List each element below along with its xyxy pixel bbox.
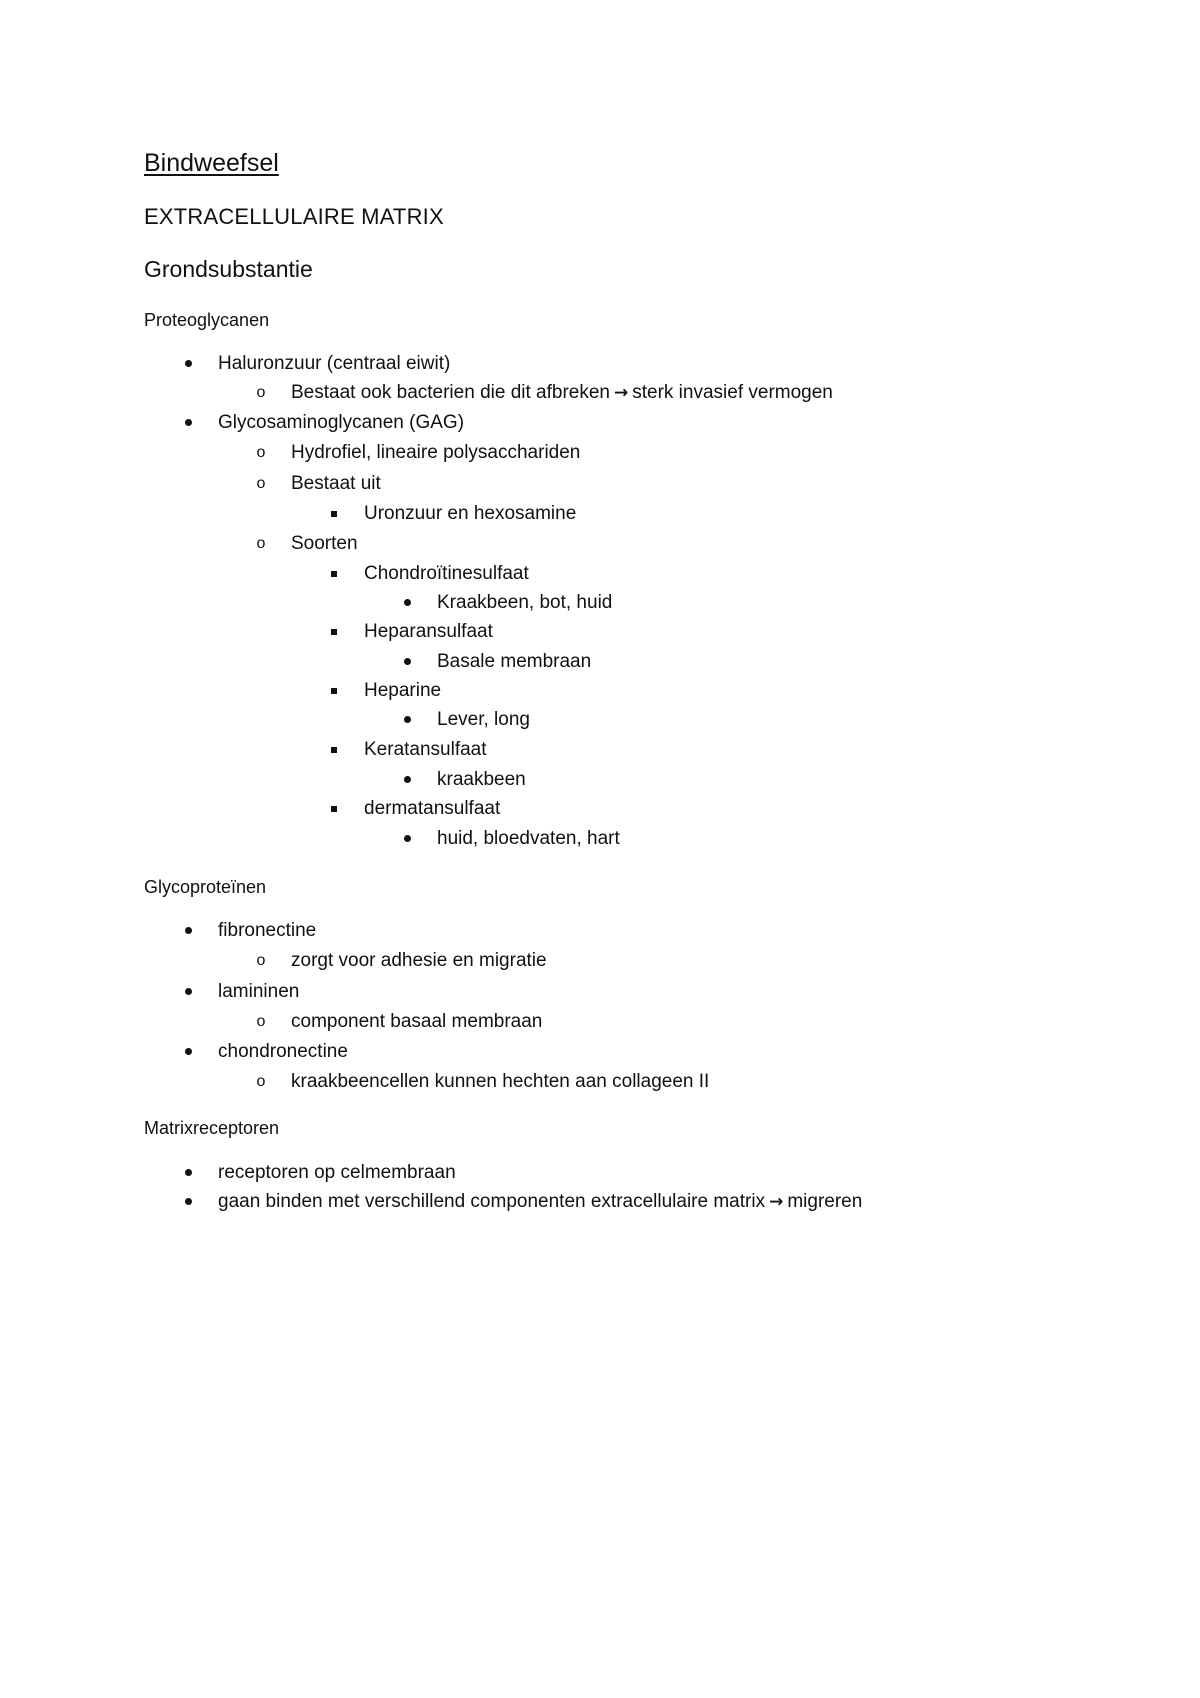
list-item: Lever, long (437, 709, 530, 730)
square-bullet-icon (326, 503, 342, 525)
list-item: Soorten (291, 533, 358, 554)
square-bullet-icon (326, 798, 342, 820)
heading-proteoglycanen: Proteoglycanen (144, 310, 270, 330)
bullet-icon (180, 1041, 196, 1063)
list-item: kraakbeencellen kunnen hechten aan collageen II (291, 1071, 710, 1092)
circle-bullet-icon: o (256, 952, 266, 969)
bullet-icon (399, 709, 415, 731)
list-item: Bestaat uit (291, 473, 381, 494)
bullet-icon (180, 1191, 196, 1213)
circle-bullet-icon: o (256, 1073, 266, 1090)
list-item: Hydrofiel, lineaire polysacchariden (291, 442, 581, 463)
bullet-icon (180, 1162, 196, 1184)
heading-grondsubstantie: Grondsubstantie (144, 256, 313, 282)
bullet-icon (399, 769, 415, 791)
list-item: fibronectine (218, 920, 317, 941)
square-bullet-icon (326, 621, 342, 643)
list-item: chondronectine (218, 1041, 348, 1062)
list-item: dermatansulfaat (364, 798, 501, 819)
list-item: zorgt voor adhesie en migratie (291, 950, 547, 971)
circle-bullet-icon: o (256, 1013, 266, 1030)
list-item: huid, bloedvaten, hart (437, 828, 620, 849)
circle-bullet-icon: o (256, 535, 266, 552)
bullet-icon (180, 981, 196, 1003)
bullet-icon (180, 920, 196, 942)
circle-bullet-icon: o (256, 475, 266, 492)
square-bullet-icon (326, 739, 342, 761)
square-bullet-icon (326, 680, 342, 702)
arrow-right-icon: → (613, 383, 629, 403)
heading-matrixreceptoren: Matrixreceptoren (144, 1118, 280, 1138)
bullet-icon (180, 412, 196, 434)
list-item: lamininen (218, 981, 300, 1002)
list-item: Basale membraan (437, 651, 592, 672)
heading-glycoproteinen: Glycoproteïnen (144, 877, 267, 897)
list-item: Heparine (364, 680, 442, 701)
list-item: Heparansulfaat (364, 621, 493, 642)
list-item: gaan binden met verschillend componenten extracellulaire matrix → migreren (218, 1191, 863, 1212)
list-item: Uronzuur en hexosamine (364, 503, 577, 524)
circle-bullet-icon: o (256, 384, 266, 401)
arrow-right-icon: → (769, 1192, 784, 1212)
list-item: kraakbeen (437, 769, 526, 790)
heading-extracellulaire-matrix: EXTRACELLULAIRE MATRIX (144, 204, 444, 229)
list-item: Bestaat ook bacterien die dit afbreken → sterk invasief vermogen (291, 382, 833, 403)
document-title: Bindweefsel (144, 149, 279, 177)
square-bullet-icon (326, 563, 342, 585)
list-item: component basaal membraan (291, 1011, 543, 1032)
bullet-icon (399, 592, 415, 614)
bullet-icon (399, 651, 415, 673)
list-item: Haluronzuur (centraal eiwit) (218, 353, 451, 374)
list-item: Glycosaminoglycanen (GAG) (218, 412, 465, 433)
circle-bullet-icon: o (256, 444, 266, 461)
bullet-icon (180, 353, 196, 375)
list-item: Keratansulfaat (364, 739, 487, 760)
list-item: Kraakbeen, bot, huid (437, 592, 613, 613)
list-item: receptoren op celmembraan (218, 1162, 456, 1183)
list-item: Chondroïtinesulfaat (364, 563, 529, 584)
bullet-icon (399, 828, 415, 850)
